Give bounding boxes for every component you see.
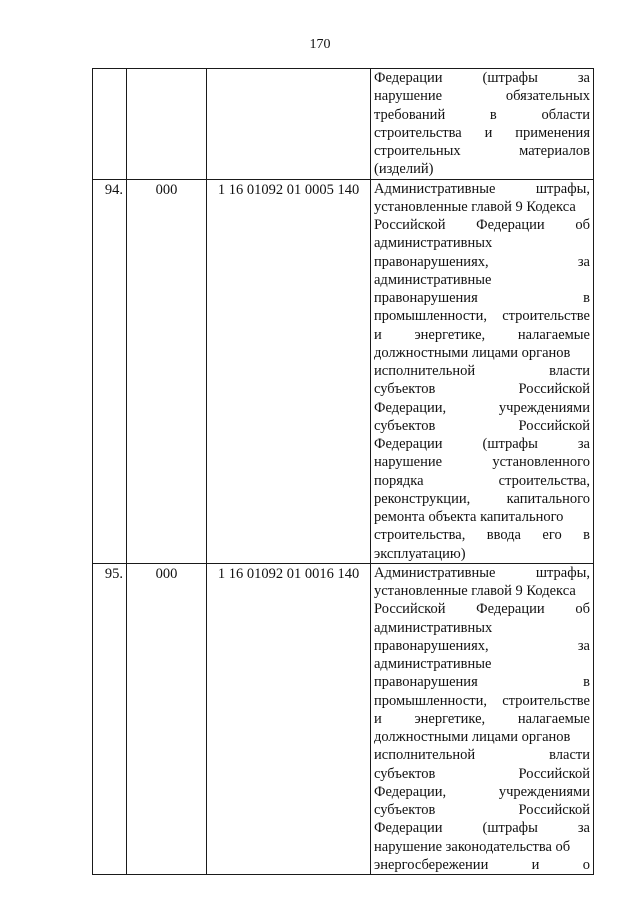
description-line: субъектов Российской (374, 417, 590, 434)
description-line: Федерации, учреждениями (374, 399, 590, 416)
description-line: Российской Федерации об (374, 217, 590, 233)
description-line: и энергетике, налагаемые (374, 710, 590, 727)
page-number: 170 (309, 37, 331, 52)
revenue-description-cell (371, 563, 594, 874)
description-line: эксплуатацию) (374, 545, 466, 562)
description-line: Федерации (штрафы за (374, 436, 590, 452)
description-line: административные (374, 271, 492, 288)
description-line: порядка строительства, (374, 472, 590, 489)
description-line: правонарушения в (374, 674, 590, 691)
description-line: ремонта объекта капитального (374, 509, 564, 525)
revenue-code-cell: 1 16 01092 01 0005 140 (207, 179, 371, 563)
description-line: Федерации (штрафы за (374, 820, 590, 837)
description-line: промышленности, строительстве (374, 308, 590, 325)
administrator-code-cell: 000 (127, 179, 207, 563)
description-line: субъектов Российской (374, 802, 590, 818)
description-line: правонарушения в (374, 290, 590, 306)
revenue-code-cell: 1 16 01092 01 0016 140 (207, 563, 371, 874)
description-line: нарушение законодательства об (374, 838, 571, 855)
description-line: административных (374, 235, 493, 252)
table-row (93, 179, 594, 563)
description-line: административные (374, 656, 492, 672)
row-number-cell: 94. (93, 179, 127, 563)
administrator-code-cell (127, 69, 207, 180)
description-line: строительных материалов (374, 143, 590, 159)
description-line: Административные штрафы, (374, 564, 590, 581)
revenue-description-cell (371, 69, 594, 180)
description-line: должностными лицами органов (374, 344, 571, 361)
description-line: исполнительной власти (374, 747, 590, 764)
description-line: субъектов Российской (374, 765, 590, 782)
description-line: энергосбережении и о (374, 856, 590, 873)
description-line: реконструкции, капитального (374, 490, 590, 507)
description-line: нарушение обязательных (374, 88, 590, 105)
table-row (93, 69, 594, 180)
description-line: строительства, ввода его в (374, 527, 590, 544)
description-line: установленные главой 9 Кодекса (374, 198, 576, 215)
description-line: должностными лицами органов (374, 729, 571, 745)
description-line: (изделий) (374, 161, 434, 178)
description-line: Федерации, учреждениями (374, 783, 590, 800)
description-line: исполнительной власти (374, 363, 590, 379)
revenue-code-cell (207, 69, 371, 180)
description-line: и энергетике, налагаемые (374, 326, 590, 343)
row-number-cell (93, 69, 127, 180)
description-line: требований в области (374, 106, 590, 123)
table-row (93, 563, 594, 874)
revenue-description-cell (371, 179, 594, 563)
row-number-cell: 95. (93, 563, 127, 874)
budget-classification-table (92, 68, 594, 875)
description-line: промышленности, строительстве (374, 692, 590, 709)
description-line: Российской Федерации об (374, 601, 590, 618)
description-line: административных (374, 619, 493, 636)
description-line: субъектов Российской (374, 381, 590, 398)
description-line: правонарушениях, за (374, 253, 590, 270)
description-line: Федерации (штрафы за (374, 70, 590, 86)
description-line: установленные главой 9 Кодекса (374, 583, 576, 599)
description-line: правонарушениях, за (374, 637, 590, 654)
description-line: нарушение установленного (374, 454, 590, 471)
description-line: Административные штрафы, (374, 180, 590, 197)
description-line: строительства и применения (374, 124, 590, 141)
administrator-code-cell: 000 (127, 563, 207, 874)
